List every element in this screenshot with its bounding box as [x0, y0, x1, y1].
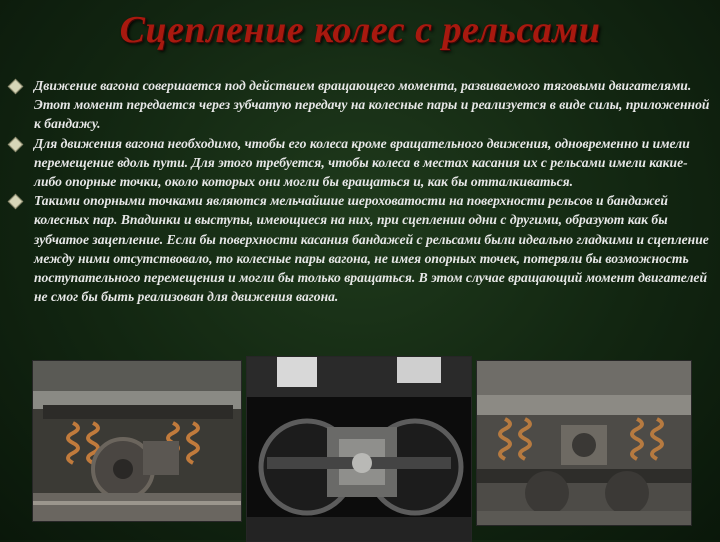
diamond-bullet-icon [8, 79, 24, 95]
bullet-item [8, 134, 714, 192]
bullet-text: Для движения вагона необходимо, чтобы его колеса кроме вращательного движения, одновременно и имели перемещение вдоль пути. Для этого требуется, чтобы колеса в местах касания их с рельсами имели какие-либо опорные точки, около которых они могли бы вращаться и, как бы отталкиваться. [34, 135, 690, 190]
bullet-item [8, 191, 714, 306]
undercarriage-photo-center [246, 356, 472, 542]
diamond-bullet-icon [8, 136, 24, 152]
slide-title: Сцепление колес с рельсами [119, 9, 601, 51]
bogie-photo-left [32, 360, 242, 522]
bullet-text: Движение вагона совершается под действием вращающего момента, развиваемого тяговыми двигателями. Этот момент передается через зубчатую передачу на колесные пары и реализуется в виде силы, приложенной к бандажу. [34, 78, 710, 132]
bogie-photo-right [476, 360, 692, 526]
bullet-list [8, 76, 714, 306]
diamond-bullet-icon [8, 194, 24, 210]
bullet-item [8, 76, 714, 134]
bullet-text: Такими опорными точками являются мельчайшие шероховатости на поверхности рельсов и бандажей колесных пар. Впадинки и выступы, имеющиеся на них, при сцеплении одни с другими, образуют как бы зубчатое зацепление. Если бы поверхности касания бандажей с рельсами были идеально гладкими и сцепление между ними отсутствовало, то колесные пары вагона, не имея опорных точек, потеряли бы возможность поступательного перемещения и могли бы только вращаться. В этом случае вращающий момент двигателей не смог бы быть реализован для движения вагона. [34, 193, 709, 305]
